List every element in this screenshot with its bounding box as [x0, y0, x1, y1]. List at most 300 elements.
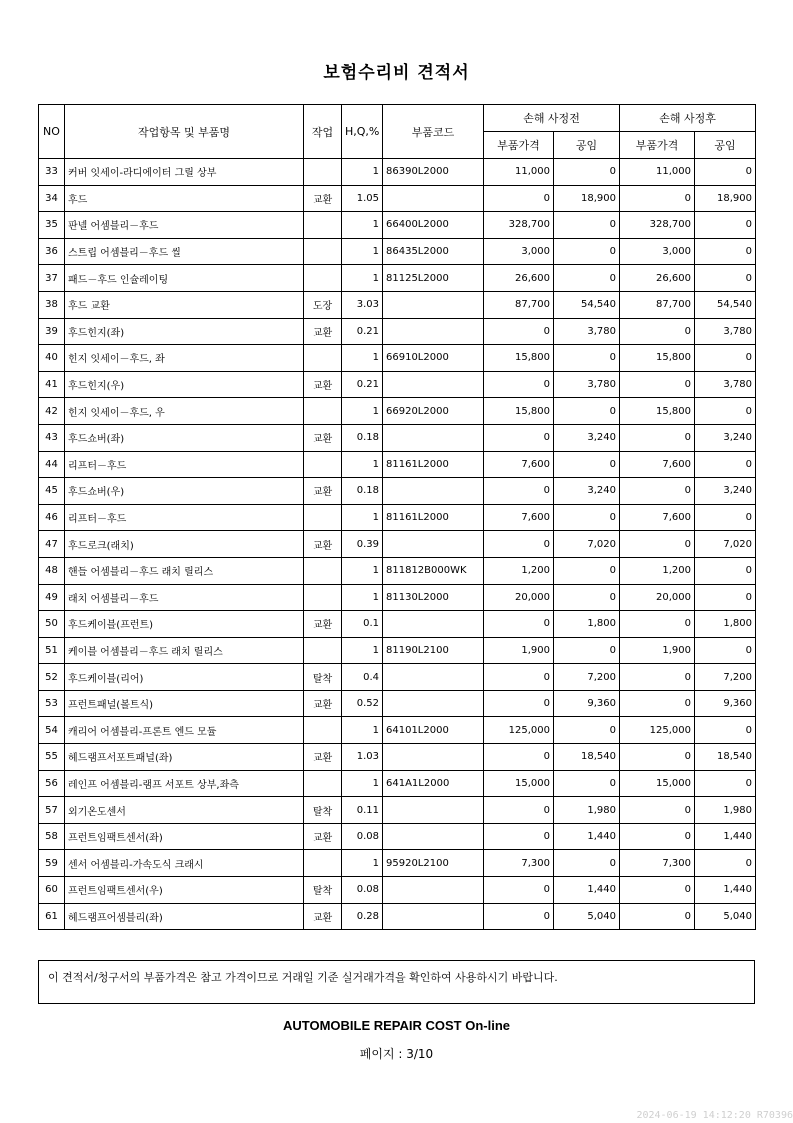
- table-row: [39, 637, 756, 664]
- row-item-name: 스트립 어셈블리－후드 씰: [65, 238, 304, 265]
- row-before-part-price: 15,800: [484, 345, 554, 372]
- row-after-part-price: 3,000: [620, 238, 695, 265]
- row-no: 42: [39, 398, 65, 425]
- row-hq: 0.39: [342, 531, 383, 558]
- row-after-labor: 5,040: [695, 903, 756, 930]
- table-row: [39, 291, 756, 318]
- row-before-labor: 3,780: [554, 318, 620, 345]
- row-before-labor: 0: [554, 770, 620, 797]
- row-hq: 1: [342, 717, 383, 744]
- row-before-labor: 1,440: [554, 877, 620, 904]
- row-after-labor: 1,800: [695, 611, 756, 638]
- table-row: [39, 531, 756, 558]
- row-no: 35: [39, 212, 65, 239]
- row-before-labor: 7,020: [554, 531, 620, 558]
- row-hq: 1: [342, 451, 383, 478]
- row-item-name: 핸들 어셈블리－후드 래치 릴리스: [65, 557, 304, 584]
- row-part-code: [383, 291, 484, 318]
- row-hq: 1: [342, 238, 383, 265]
- table-row: [39, 451, 756, 478]
- row-after-part-price: 11,000: [620, 159, 695, 186]
- row-before-labor: 0: [554, 584, 620, 611]
- row-after-part-price: 0: [620, 797, 695, 824]
- row-work-type: [304, 850, 342, 877]
- row-work-type: 교환: [304, 823, 342, 850]
- row-no: 60: [39, 877, 65, 904]
- table-row: [39, 690, 756, 717]
- row-before-labor: 0: [554, 717, 620, 744]
- row-hq: 1: [342, 557, 383, 584]
- table-row: [39, 185, 756, 212]
- row-item-name: 후드케이블(프런트): [65, 611, 304, 638]
- row-hq: 0.18: [342, 424, 383, 451]
- row-no: 39: [39, 318, 65, 345]
- row-part-code: 81125L2000: [383, 265, 484, 292]
- row-before-labor: 0: [554, 398, 620, 425]
- row-item-name: 후드케이블(리어): [65, 664, 304, 691]
- row-after-part-price: 0: [620, 744, 695, 771]
- row-before-labor: 5,040: [554, 903, 620, 930]
- row-no: 58: [39, 823, 65, 850]
- row-part-code: 86390L2000: [383, 159, 484, 186]
- header-no: NO: [39, 105, 65, 159]
- row-work-type: [304, 265, 342, 292]
- row-hq: 1: [342, 212, 383, 239]
- row-after-part-price: 0: [620, 611, 695, 638]
- row-hq: 1: [342, 504, 383, 531]
- row-part-code: [383, 664, 484, 691]
- row-no: 41: [39, 371, 65, 398]
- row-after-labor: 1,980: [695, 797, 756, 824]
- row-after-labor: 18,900: [695, 185, 756, 212]
- row-before-part-price: 0: [484, 318, 554, 345]
- row-part-code: [383, 744, 484, 771]
- row-part-code: 81161L2000: [383, 451, 484, 478]
- table-row: [39, 717, 756, 744]
- table-row: [39, 770, 756, 797]
- row-after-labor: 3,780: [695, 371, 756, 398]
- table-row: [39, 584, 756, 611]
- row-no: 37: [39, 265, 65, 292]
- table-row: [39, 265, 756, 292]
- row-part-code: [383, 877, 484, 904]
- row-no: 55: [39, 744, 65, 771]
- row-before-part-price: 0: [484, 690, 554, 717]
- header-after-part-price: 부품가격: [620, 132, 695, 159]
- row-before-part-price: 0: [484, 664, 554, 691]
- header-item: 작업항목 및 부품명: [65, 105, 304, 159]
- row-after-part-price: 0: [620, 424, 695, 451]
- row-part-code: 81161L2000: [383, 504, 484, 531]
- row-after-part-price: 1,200: [620, 557, 695, 584]
- row-item-name: 힌지 잇세이－후드, 우: [65, 398, 304, 425]
- row-no: 36: [39, 238, 65, 265]
- table-row: [39, 797, 756, 824]
- row-after-labor: 18,540: [695, 744, 756, 771]
- row-work-type: 탈착: [304, 664, 342, 691]
- row-before-labor: 3,780: [554, 371, 620, 398]
- row-work-type: 교환: [304, 185, 342, 212]
- row-item-name: 프런트패널(볼트식): [65, 690, 304, 717]
- row-no: 47: [39, 531, 65, 558]
- row-item-name: 힌지 잇세이－후드, 좌: [65, 345, 304, 372]
- row-after-part-price: 15,800: [620, 398, 695, 425]
- row-after-part-price: 0: [620, 877, 695, 904]
- row-after-labor: 1,440: [695, 877, 756, 904]
- price-notice: 이 견적서/청구서의 부품가격은 참고 가격이므로 거래일 기준 실거래가격을 확인하여 사용하시기 바랍니다.: [38, 960, 755, 1004]
- header-before-labor: 공임: [554, 132, 620, 159]
- table-row: [39, 159, 756, 186]
- row-before-labor: 0: [554, 637, 620, 664]
- row-after-part-price: 20,000: [620, 584, 695, 611]
- row-before-labor: 0: [554, 557, 620, 584]
- row-item-name: 후드쇼버(좌): [65, 424, 304, 451]
- row-item-name: 리프터－후드: [65, 451, 304, 478]
- row-after-labor: 7,020: [695, 531, 756, 558]
- row-before-part-price: 328,700: [484, 212, 554, 239]
- row-before-part-price: 0: [484, 744, 554, 771]
- row-hq: 1.03: [342, 744, 383, 771]
- row-after-part-price: 0: [620, 823, 695, 850]
- table-row: [39, 238, 756, 265]
- row-before-labor: 1,440: [554, 823, 620, 850]
- row-no: 51: [39, 637, 65, 664]
- row-part-code: [383, 797, 484, 824]
- row-after-labor: 0: [695, 159, 756, 186]
- row-item-name: 패드－후드 인슐레이팅: [65, 265, 304, 292]
- row-part-code: 66910L2000: [383, 345, 484, 372]
- row-before-part-price: 7,600: [484, 451, 554, 478]
- row-after-labor: 54,540: [695, 291, 756, 318]
- row-no: 33: [39, 159, 65, 186]
- row-before-labor: 18,900: [554, 185, 620, 212]
- row-item-name: 프런트임팩트센서(좌): [65, 823, 304, 850]
- row-before-part-price: 125,000: [484, 717, 554, 744]
- row-after-labor: 0: [695, 238, 756, 265]
- row-item-name: 캐리어 어셈블리-프론트 엔드 모듈: [65, 717, 304, 744]
- row-part-code: [383, 611, 484, 638]
- table-row: [39, 903, 756, 930]
- row-before-labor: 0: [554, 265, 620, 292]
- row-before-part-price: 0: [484, 185, 554, 212]
- row-before-part-price: 15,800: [484, 398, 554, 425]
- row-work-type: 교환: [304, 531, 342, 558]
- table-row: [39, 212, 756, 239]
- row-no: 34: [39, 185, 65, 212]
- row-before-labor: 3,240: [554, 478, 620, 505]
- row-item-name: 후드 교환: [65, 291, 304, 318]
- row-after-part-price: 125,000: [620, 717, 695, 744]
- row-no: 52: [39, 664, 65, 691]
- row-work-type: 교환: [304, 424, 342, 451]
- row-after-part-price: 328,700: [620, 212, 695, 239]
- row-after-labor: 0: [695, 265, 756, 292]
- row-no: 40: [39, 345, 65, 372]
- row-item-name: 후드로크(래치): [65, 531, 304, 558]
- row-after-labor: 0: [695, 770, 756, 797]
- table-row: [39, 371, 756, 398]
- row-hq: 1: [342, 345, 383, 372]
- row-work-type: 교환: [304, 478, 342, 505]
- row-before-part-price: 11,000: [484, 159, 554, 186]
- row-after-labor: 3,240: [695, 424, 756, 451]
- row-work-type: 도장: [304, 291, 342, 318]
- row-after-part-price: 87,700: [620, 291, 695, 318]
- document-title: 보험수리비 견적서: [323, 63, 470, 83]
- row-work-type: [304, 637, 342, 664]
- row-before-part-price: 0: [484, 903, 554, 930]
- row-before-labor: 1,800: [554, 611, 620, 638]
- row-before-labor: 18,540: [554, 744, 620, 771]
- row-hq: 0.28: [342, 903, 383, 930]
- header-code: 부품코드: [383, 105, 484, 159]
- header-before: 손해 사정전: [484, 105, 620, 132]
- row-before-labor: 54,540: [554, 291, 620, 318]
- row-before-part-price: 0: [484, 424, 554, 451]
- row-hq: 1: [342, 850, 383, 877]
- estimate-table: [38, 104, 756, 930]
- row-work-type: [304, 717, 342, 744]
- row-item-name: 판넬 어셈블리－후드: [65, 212, 304, 239]
- row-part-code: 66400L2000: [383, 212, 484, 239]
- row-after-part-price: 0: [620, 664, 695, 691]
- row-before-part-price: 0: [484, 877, 554, 904]
- row-item-name: 레인프 어셈블리-램프 서포트 상부,좌측: [65, 770, 304, 797]
- row-part-code: [383, 478, 484, 505]
- row-part-code: [383, 690, 484, 717]
- row-hq: 1: [342, 265, 383, 292]
- row-no: 43: [39, 424, 65, 451]
- row-before-part-price: 0: [484, 371, 554, 398]
- row-after-labor: 0: [695, 850, 756, 877]
- row-before-labor: 3,240: [554, 424, 620, 451]
- page-number: 페이지 : 3/10: [359, 1047, 434, 1061]
- row-before-labor: 9,360: [554, 690, 620, 717]
- row-before-labor: 1,980: [554, 797, 620, 824]
- row-after-labor: 1,440: [695, 823, 756, 850]
- row-before-part-price: 15,000: [484, 770, 554, 797]
- row-part-code: [383, 185, 484, 212]
- row-before-labor: 0: [554, 345, 620, 372]
- row-hq: 1: [342, 584, 383, 611]
- row-work-type: 교환: [304, 744, 342, 771]
- row-after-labor: 0: [695, 504, 756, 531]
- row-before-labor: 0: [554, 159, 620, 186]
- row-before-part-price: 3,000: [484, 238, 554, 265]
- row-work-type: [304, 557, 342, 584]
- row-hq: 1: [342, 398, 383, 425]
- row-work-type: 교환: [304, 690, 342, 717]
- row-after-labor: 7,200: [695, 664, 756, 691]
- row-after-part-price: 7,300: [620, 850, 695, 877]
- table-row: [39, 504, 756, 531]
- row-after-part-price: 15,000: [620, 770, 695, 797]
- row-no: 46: [39, 504, 65, 531]
- row-work-type: [304, 451, 342, 478]
- row-no: 45: [39, 478, 65, 505]
- row-part-code: [383, 371, 484, 398]
- row-after-part-price: 0: [620, 690, 695, 717]
- row-before-part-price: 0: [484, 611, 554, 638]
- row-part-code: 81130L2000: [383, 584, 484, 611]
- row-item-name: 헤드램프서포트패널(좌): [65, 744, 304, 771]
- row-work-type: [304, 159, 342, 186]
- row-hq: 0.11: [342, 797, 383, 824]
- row-work-type: 탈착: [304, 877, 342, 904]
- row-no: 56: [39, 770, 65, 797]
- row-work-type: 교환: [304, 318, 342, 345]
- row-after-part-price: 15,800: [620, 345, 695, 372]
- header-work: 작업: [304, 105, 342, 159]
- row-work-type: 탈착: [304, 797, 342, 824]
- header-before-part-price: 부품가격: [484, 132, 554, 159]
- table-row: [39, 345, 756, 372]
- row-after-part-price: 0: [620, 903, 695, 930]
- row-work-type: [304, 345, 342, 372]
- row-after-labor: 3,780: [695, 318, 756, 345]
- table-row: [39, 664, 756, 691]
- row-after-labor: 0: [695, 557, 756, 584]
- row-work-type: [304, 212, 342, 239]
- row-hq: 1: [342, 159, 383, 186]
- row-item-name: 후드힌지(우): [65, 371, 304, 398]
- row-after-labor: 0: [695, 212, 756, 239]
- table-row: [39, 823, 756, 850]
- row-hq: 1: [342, 637, 383, 664]
- row-hq: 0.21: [342, 371, 383, 398]
- row-work-type: [304, 238, 342, 265]
- table-row: [39, 478, 756, 505]
- row-item-name: 후드: [65, 185, 304, 212]
- table-row: [39, 877, 756, 904]
- row-no: 38: [39, 291, 65, 318]
- row-before-part-price: 0: [484, 531, 554, 558]
- row-hq: 0.08: [342, 823, 383, 850]
- row-item-name: 커버 잇세이-라디에이터 그릴 상부: [65, 159, 304, 186]
- row-hq: 0.08: [342, 877, 383, 904]
- header-hq: H,Q,%: [342, 105, 383, 159]
- row-part-code: [383, 424, 484, 451]
- row-part-code: 811812B000WK: [383, 557, 484, 584]
- row-work-type: [304, 398, 342, 425]
- row-before-part-price: 7,300: [484, 850, 554, 877]
- header-after-labor: 공임: [695, 132, 756, 159]
- row-before-part-price: 87,700: [484, 291, 554, 318]
- row-after-labor: 0: [695, 398, 756, 425]
- row-item-name: 래치 어셈블리－후드: [65, 584, 304, 611]
- row-work-type: 교환: [304, 371, 342, 398]
- row-after-part-price: 1,900: [620, 637, 695, 664]
- row-no: 57: [39, 797, 65, 824]
- row-hq: 0.21: [342, 318, 383, 345]
- row-before-labor: 0: [554, 212, 620, 239]
- row-after-part-price: 0: [620, 478, 695, 505]
- row-work-type: [304, 584, 342, 611]
- row-hq: 1.05: [342, 185, 383, 212]
- row-after-labor: 0: [695, 451, 756, 478]
- row-before-labor: 0: [554, 238, 620, 265]
- row-item-name: 리프터－후드: [65, 504, 304, 531]
- row-after-labor: 9,360: [695, 690, 756, 717]
- row-part-code: 66920L2000: [383, 398, 484, 425]
- row-before-labor: 0: [554, 850, 620, 877]
- print-timestamp: 2024-06-19 14:12:20 R70396: [636, 1110, 793, 1121]
- row-after-labor: 0: [695, 717, 756, 744]
- row-item-name: 프런트임팩트센서(우): [65, 877, 304, 904]
- row-part-code: 641A1L2000: [383, 770, 484, 797]
- row-part-code: [383, 531, 484, 558]
- row-part-code: 64101L2000: [383, 717, 484, 744]
- row-no: 53: [39, 690, 65, 717]
- row-after-part-price: 0: [620, 185, 695, 212]
- row-part-code: [383, 823, 484, 850]
- row-after-part-price: 7,600: [620, 504, 695, 531]
- table-row: [39, 318, 756, 345]
- row-item-name: 후드쇼버(우): [65, 478, 304, 505]
- row-item-name: 후드힌지(좌): [65, 318, 304, 345]
- row-no: 49: [39, 584, 65, 611]
- row-work-type: 교환: [304, 903, 342, 930]
- row-hq: 0.1: [342, 611, 383, 638]
- table-row: [39, 557, 756, 584]
- row-item-name: 헤드램프어셈블리(좌): [65, 903, 304, 930]
- row-work-type: 교환: [304, 611, 342, 638]
- row-after-part-price: 7,600: [620, 451, 695, 478]
- table-row: [39, 611, 756, 638]
- row-after-part-price: 0: [620, 531, 695, 558]
- row-after-labor: 0: [695, 345, 756, 372]
- row-before-part-price: 0: [484, 823, 554, 850]
- row-before-part-price: 0: [484, 797, 554, 824]
- row-before-part-price: 1,200: [484, 557, 554, 584]
- row-item-name: 케이블 어셈블리－후드 래치 릴리스: [65, 637, 304, 664]
- header-after: 손해 사정후: [620, 105, 756, 132]
- row-hq: 0.4: [342, 664, 383, 691]
- row-before-labor: 0: [554, 504, 620, 531]
- row-part-code: 95920L2100: [383, 850, 484, 877]
- row-after-labor: 0: [695, 637, 756, 664]
- row-before-part-price: 0: [484, 478, 554, 505]
- table-row: [39, 398, 756, 425]
- row-part-code: 81190L2100: [383, 637, 484, 664]
- row-work-type: [304, 770, 342, 797]
- row-before-part-price: 20,000: [484, 584, 554, 611]
- footer-title: AUTOMOBILE REPAIR COST On-line: [282, 1018, 511, 1033]
- row-work-type: [304, 504, 342, 531]
- row-no: 54: [39, 717, 65, 744]
- row-hq: 0.52: [342, 690, 383, 717]
- row-no: 50: [39, 611, 65, 638]
- row-no: 44: [39, 451, 65, 478]
- row-before-labor: 0: [554, 451, 620, 478]
- row-hq: 0.18: [342, 478, 383, 505]
- row-part-code: [383, 903, 484, 930]
- row-after-part-price: 26,600: [620, 265, 695, 292]
- row-hq: 3.03: [342, 291, 383, 318]
- row-after-labor: 3,240: [695, 478, 756, 505]
- row-before-part-price: 26,600: [484, 265, 554, 292]
- row-hq: 1: [342, 770, 383, 797]
- table-row: [39, 850, 756, 877]
- table-row: [39, 744, 756, 771]
- row-before-part-price: 1,900: [484, 637, 554, 664]
- row-after-part-price: 0: [620, 318, 695, 345]
- row-item-name: 외기온도센서: [65, 797, 304, 824]
- row-after-labor: 0: [695, 584, 756, 611]
- row-no: 59: [39, 850, 65, 877]
- row-before-labor: 7,200: [554, 664, 620, 691]
- row-after-part-price: 0: [620, 371, 695, 398]
